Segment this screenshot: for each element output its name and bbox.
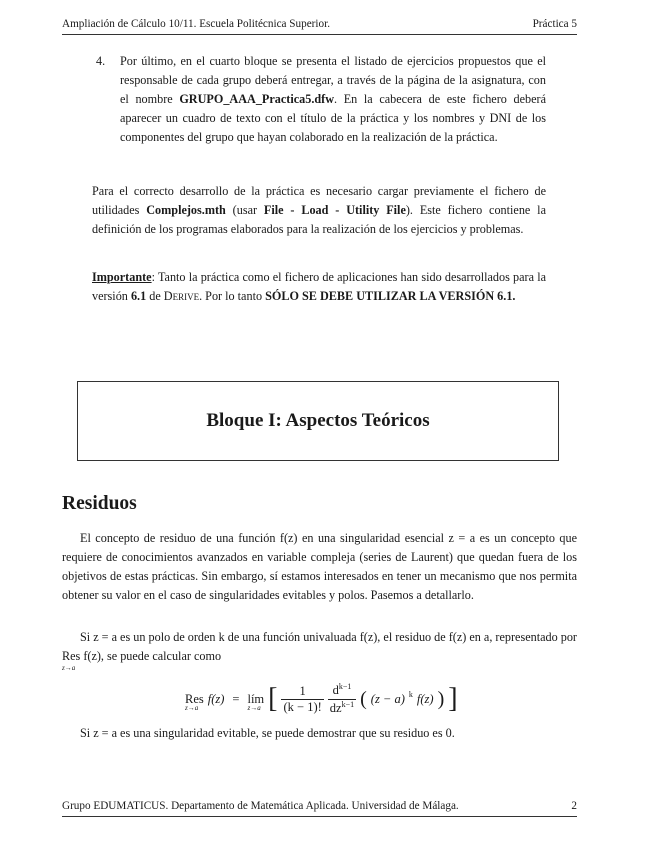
- frac2-num-sup: k−1: [338, 682, 352, 692]
- important-version: 6.1: [130, 289, 147, 303]
- formula-inner: (z − a): [370, 691, 405, 706]
- left-bracket: [: [268, 683, 278, 714]
- block-title-box: [77, 381, 559, 461]
- right-bracket: ]: [448, 683, 458, 714]
- setup-menu: File - Load - Utility File: [263, 203, 406, 217]
- formula-equals: =: [232, 691, 240, 706]
- setup-text-a: Para el correcto desarrollo de la práctica es necesario cargar previamente el fichero de utilidades: [92, 184, 546, 217]
- residuos-p2-text-b: f(z), se puede calcular como: [80, 649, 222, 663]
- setup-text-b: (usar: [225, 203, 264, 217]
- section-title: Residuos: [62, 493, 137, 514]
- frac2-den-sup: k−1: [341, 699, 355, 709]
- footer-left: Grupo EDUMATICUS. Departamento de Matemática Aplicada. Universidad de Málaga.: [62, 800, 459, 812]
- formula-inner-sup: k: [408, 689, 413, 699]
- frac2-num-base: d: [332, 683, 339, 698]
- formula-lim: [247, 691, 265, 712]
- res-label: Res: [62, 649, 81, 663]
- frac1-den: (k − 1)!: [283, 699, 322, 714]
- frac2-den: [328, 699, 356, 716]
- setup-file: Complejos.mth: [146, 203, 226, 217]
- right-paren: ): [437, 687, 445, 710]
- formula-lhs-f: f(z): [207, 691, 225, 706]
- block-title: Bloque I: Aspectos Teóricos: [206, 410, 430, 431]
- page-number: 2: [571, 800, 577, 812]
- important-app: Derive: [163, 289, 200, 303]
- frac2-num: [331, 682, 354, 698]
- residuos-p3-text: Si z = a es una singularidad evitable, se puede demostrar que su residuo es 0.: [80, 726, 455, 740]
- fraction-1: [281, 684, 323, 715]
- header-right: Práctica 5: [532, 18, 577, 30]
- important-text-a: : Tanto la práctica como el fichero de aplicaciones han sido desarrollados para la versión: [92, 270, 546, 303]
- setup-text-c: ). Este fichero contiene la definición de los programas elaborados para la realización de los ejercicios y problemas.: [92, 203, 546, 236]
- item4-text-a: Por último, en el cuarto bloque se presenta el listado de ejercicios propuestos que el responsable de cada grupo deberá entregar, a través de la página de la asignatura, con el nombre: [120, 54, 546, 106]
- formula-lim-sub: z→a: [247, 703, 261, 712]
- formula-res: [185, 691, 204, 712]
- important-warning: SÓLO SE DEBE UTILIZAR LA VERSIÓN 6.1.: [265, 289, 516, 303]
- res-subscript: z→a: [62, 664, 76, 672]
- residuos-paragraph-2: [62, 628, 577, 672]
- formula-lim-label: lím: [247, 691, 265, 706]
- header-left: Ampliación de Cálculo 10/11. Escuela Politécnica Superior.: [62, 18, 331, 30]
- important-text-b: de: [146, 289, 164, 303]
- frac2-den-base: dz: [329, 700, 342, 715]
- residuos-paragraph-3: [62, 724, 577, 743]
- setup-paragraph: [92, 182, 546, 239]
- list-item-text: [120, 52, 546, 147]
- residuos-paragraph-1: [62, 529, 577, 605]
- frac1-num: 1: [299, 683, 306, 698]
- residue-formula: [185, 677, 458, 721]
- page-header: [62, 18, 577, 35]
- left-paren: (: [360, 687, 367, 710]
- formula-res-label: Res: [185, 691, 204, 706]
- formula-inner-f: f(z): [416, 691, 434, 706]
- important-text-c: . Por lo tanto: [199, 289, 266, 303]
- res-operator: [62, 647, 81, 672]
- residuos-p2-text-a: Si z = a es un polo de orden k de una función univaluada f(z), el residuo de f(z) en a, representado por: [80, 630, 577, 644]
- formula-res-sub: z→a: [185, 703, 199, 712]
- item4-text-b: . En la cabecera de este fichero deberá aparecer un cuadro de texto con el título de la práctica y los nombres y DNI de los componentes del grupo que hayan colaborado en la realización de la práctica.: [120, 92, 546, 144]
- item4-filename: GRUPO_AAA_Practica5.dfw: [179, 92, 335, 106]
- list-item-number: 4.: [96, 54, 106, 68]
- fraction-2: [328, 682, 356, 715]
- residuos-p1-text: El concepto de residuo de una función f(z) en una singularidad esencial z = a es un concepto que requiere de conocimientos avanzados en variable compleja (series de Laurent) que quedan fuera de los objetivos de estas prácticas. Sin embargo, sí estamos interesados en tener un mecanismo que nos permita obtener su valor en el caso de singularidades evitables y polos. Pasemos a detallarlo.: [62, 531, 577, 602]
- page-footer: [62, 800, 577, 817]
- important-paragraph: [92, 268, 546, 306]
- important-label: Importante: [92, 270, 152, 284]
